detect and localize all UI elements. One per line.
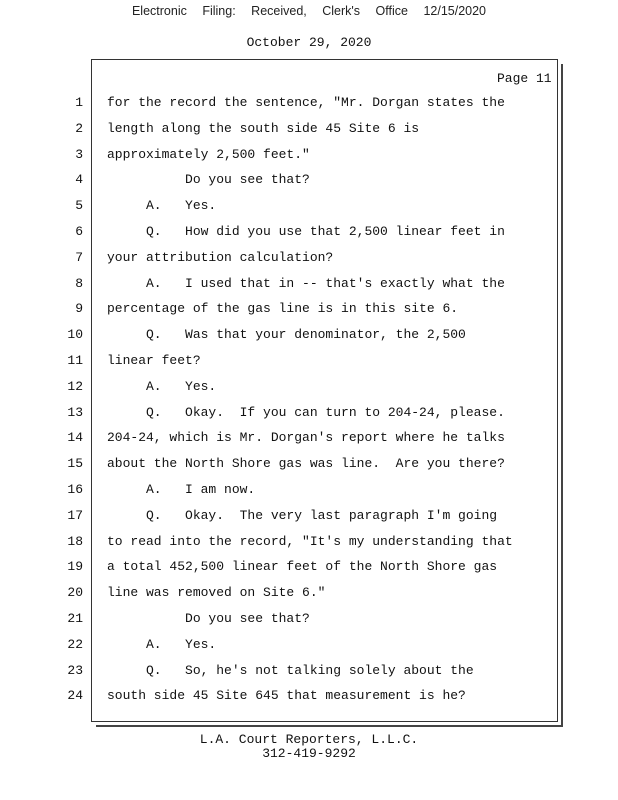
line-number: 21 xyxy=(67,611,83,626)
transcript-line: Q. Was that your denominator, the 2,500 xyxy=(107,327,466,342)
transcript-line: A. I used that in -- that's exactly what the xyxy=(107,276,505,291)
transcript-line: Q. How did you use that 2,500 linear feet in xyxy=(107,224,505,239)
line-number: 19 xyxy=(67,559,83,574)
transcript-line: length along the south side 45 Site 6 is xyxy=(107,121,420,136)
line-number: 16 xyxy=(67,482,83,497)
line-number: 2 xyxy=(75,121,83,136)
transcript-line: A. I am now. xyxy=(107,482,256,497)
line-number: 1 xyxy=(75,95,83,110)
transcript-line: for the record the sentence, "Mr. Dorgan states the xyxy=(107,95,505,110)
filing-stamp xyxy=(0,4,618,18)
line-number: 8 xyxy=(75,276,83,291)
transcript-line: approximately 2,500 feet." xyxy=(107,147,310,162)
filing-stamp-part: Clerk's xyxy=(322,4,361,18)
transcript-line: a total 452,500 linear feet of the North Shore gas xyxy=(107,559,498,574)
filing-stamp-part: Received, xyxy=(251,4,307,18)
line-number: 22 xyxy=(67,637,83,652)
transcript-line: percentage of the gas line is in this site 6. xyxy=(107,301,459,316)
transcript-line: south side 45 Site 645 that measurement is he? xyxy=(107,688,466,703)
transcript-line: A. Yes. xyxy=(107,198,217,213)
line-number: 11 xyxy=(67,353,83,368)
transcript-line: Q. Okay. If you can turn to 204-24, please. xyxy=(107,405,505,420)
transcript-line: line was removed on Site 6." xyxy=(107,585,326,600)
filing-stamp-part: 12/15/2020 xyxy=(423,4,487,18)
transcript-line: your attribution calculation? xyxy=(107,250,334,265)
line-number: 10 xyxy=(67,327,83,342)
filing-stamp-part: Electronic xyxy=(131,4,187,18)
line-number: 9 xyxy=(75,301,83,316)
filing-stamp-part: Filing: xyxy=(202,4,236,18)
transcript-date: October 29, 2020 xyxy=(246,35,372,50)
transcript-line: A. Yes. xyxy=(107,637,217,652)
transcript-line: to read into the record, "It's my understanding that xyxy=(107,534,513,549)
reporter-name: L.A. Court Reporters, L.L.C. xyxy=(199,732,419,747)
transcript-line: about the North Shore gas was line. Are you there? xyxy=(107,456,505,471)
line-number: 12 xyxy=(67,379,83,394)
line-number: 23 xyxy=(67,663,83,678)
filing-stamp-part: Office xyxy=(375,4,408,18)
line-number: 13 xyxy=(67,405,83,420)
transcript-line: A. Yes. xyxy=(107,379,217,394)
line-number: 20 xyxy=(67,585,83,600)
line-number: 17 xyxy=(67,508,83,523)
line-number: 15 xyxy=(67,456,83,471)
transcript-line: Q. So, he's not talking solely about the xyxy=(107,663,474,678)
transcript-line: linear feet? xyxy=(107,353,201,368)
transcript-line: Do you see that? xyxy=(107,611,310,626)
line-number: 4 xyxy=(75,172,83,187)
line-number: 6 xyxy=(75,224,83,239)
line-number: 14 xyxy=(67,430,83,445)
transcript-line: Q. Okay. The very last paragraph I'm going xyxy=(107,508,498,523)
transcript-line: Do you see that? xyxy=(107,172,310,187)
line-number: 24 xyxy=(67,688,83,703)
line-number: 3 xyxy=(75,147,83,162)
line-number: 18 xyxy=(67,534,83,549)
reporter-phone: 312-419-9292 xyxy=(262,746,356,761)
transcript-line: 204-24, which is Mr. Dorgan's report where he talks xyxy=(107,430,505,445)
page-number: Page 11 xyxy=(497,71,552,86)
line-number: 7 xyxy=(75,250,83,265)
line-number: 5 xyxy=(75,198,83,213)
